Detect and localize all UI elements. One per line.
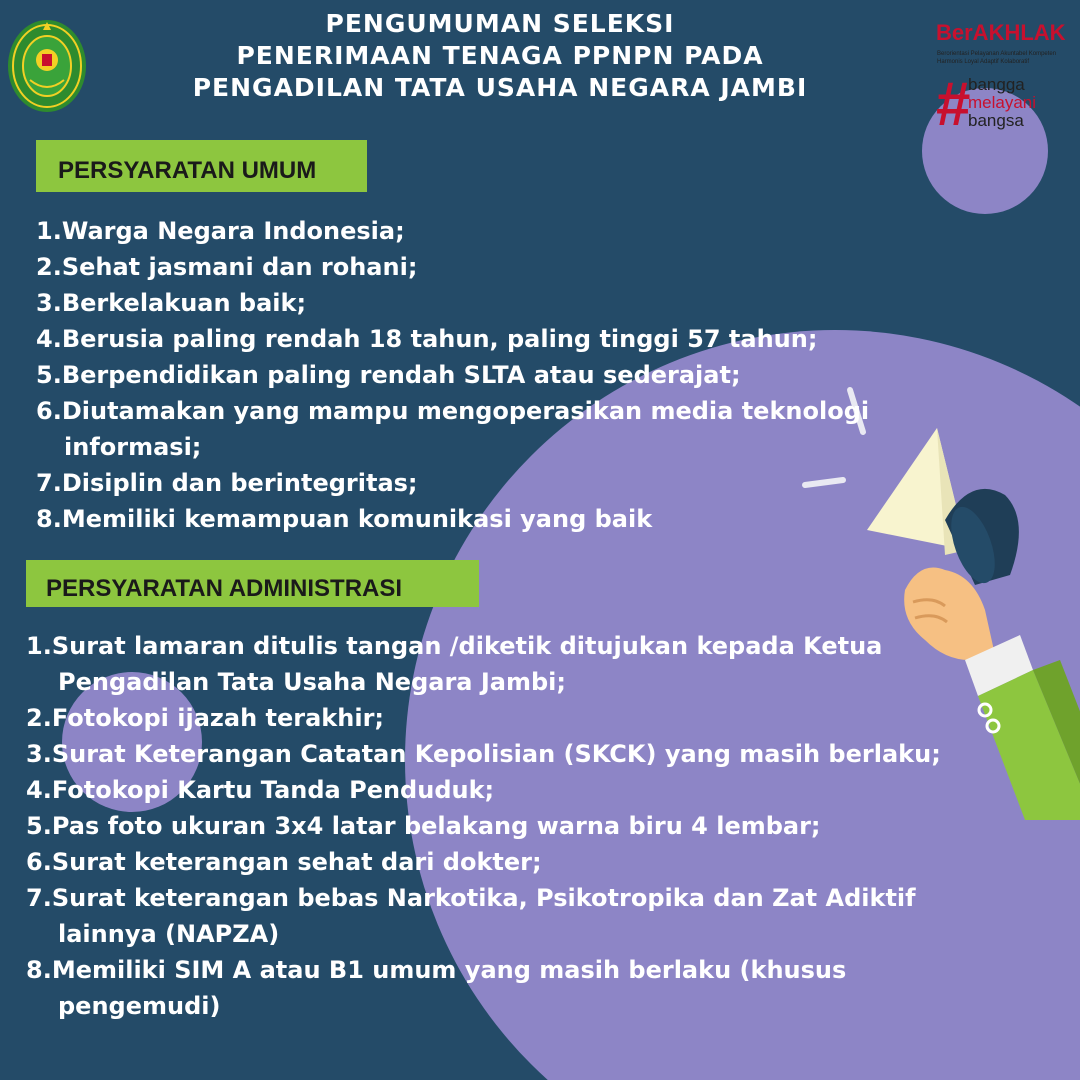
list-item: 7. Disiplin dan berintegritas; — [36, 469, 418, 497]
list-item: 7. Surat keterangan bebas Narkotika, Psikotropika dan Zat Adiktif — [26, 884, 916, 912]
list-item-continuation: pengemudi) — [58, 992, 221, 1020]
list-item: 1. Warga Negara Indonesia; — [36, 217, 405, 245]
section-label-umum: PERSYARATAN UMUM — [36, 140, 367, 192]
list-item-continuation: lainnya (NAPZA) — [58, 920, 280, 948]
list-item: 8. Memiliki SIM A atau B1 umum yang masih berlaku (khusus — [26, 956, 847, 984]
list-item: 4. Fotokopi Kartu Tanda Penduduk; — [26, 776, 495, 804]
list-item: 1. Surat lamaran ditulis tangan /diketik ditujukan kepada Ketua — [26, 632, 883, 660]
title-line-1: PENGUMUMAN SELEKSI — [325, 9, 675, 38]
list-item: 5. Pas foto ukuran 3x4 latar belakang warna biru 4 lembar; — [26, 812, 821, 840]
berakhlak-branding — [934, 14, 1076, 154]
hashtag-word-1: bangga — [968, 75, 1025, 94]
list-item: 4. Berusia paling rendah 18 tahun, paling tinggi 57 tahun; — [36, 325, 818, 353]
list-item: 8. Memiliki kemampuan komunikasi yang baik — [36, 505, 653, 533]
list-item: 3. Berkelakuan baik; — [36, 289, 307, 317]
list-item: 3. Surat Keterangan Catatan Kepolisian (SKCK) yang masih berlaku; — [26, 740, 941, 768]
list-persyaratan-administrasi — [26, 628, 941, 1024]
list-item: 6. Diutamakan yang mampu mengoperasikan media teknologi — [36, 397, 870, 425]
title-line-2: PENERIMAAN TENAGA PPNPN PADA — [236, 41, 764, 70]
hashtag-word-3: bangsa — [968, 111, 1024, 130]
list-item: 2. Fotokopi ijazah terakhir; — [26, 704, 385, 732]
hashtag-word-2: melayani — [968, 93, 1037, 112]
title-line-3: PENGADILAN TATA USAHA NEGARA JAMBI — [192, 73, 808, 102]
hashtag-icon: # — [936, 70, 971, 139]
berakhlak-logo: BerAKHLAK — [936, 20, 1066, 45]
list-item: 6. Surat keterangan sehat dari dokter; — [26, 848, 542, 876]
list-item-continuation: Pengadilan Tata Usaha Negara Jambi; — [58, 668, 566, 696]
section-label-administrasi: PERSYARATAN ADMINISTRASI — [26, 560, 479, 607]
list-item-continuation: informasi; — [64, 433, 202, 461]
list-item: 5. Berpendidikan paling rendah SLTA atau sederajat; — [36, 361, 741, 389]
list-item: 2. Sehat jasmani dan rohani; — [36, 253, 418, 281]
court-logo-icon — [6, 8, 88, 114]
berakhlak-tagline: Berorientasi Pelayanan Akuntabel Kompeten Harmonis Loyal Adaptif Kolaboratif — [937, 51, 1057, 65]
page-title — [150, 8, 850, 104]
list-persyaratan-umum — [36, 213, 869, 537]
